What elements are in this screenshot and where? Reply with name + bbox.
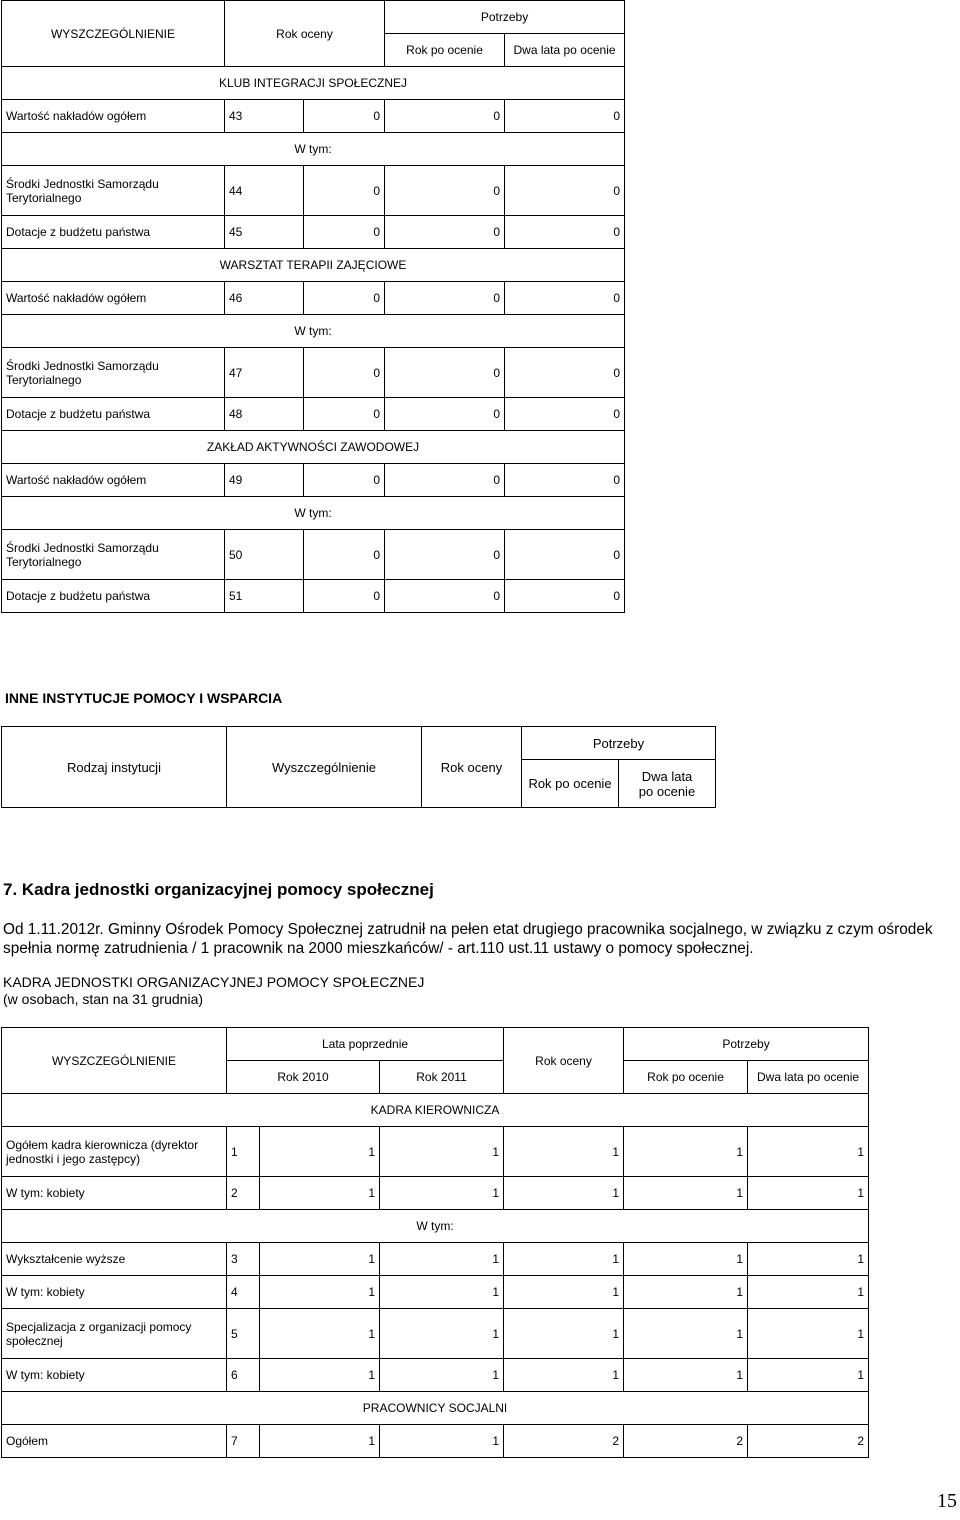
table-row: [2, 398, 625, 431]
section-title: WARSZTAT TERAPII ZAJĘCIOWE: [2, 249, 625, 282]
value-rok-po-ocenie: 0: [385, 282, 505, 315]
value-rok-2010: 1: [260, 1425, 380, 1458]
kadra-title: [3, 974, 424, 1008]
inne-table: [1, 726, 716, 808]
value-rok-po-ocenie: 1: [624, 1177, 748, 1210]
table-row: [2, 530, 625, 580]
value-rok-oceny: 1: [504, 1127, 624, 1177]
value-rok-po-ocenie: 1: [624, 1309, 748, 1359]
row-label: Wykształcenie wyższe: [2, 1243, 227, 1276]
table-row: [2, 1276, 869, 1309]
value-rok-po-ocenie: 0: [385, 464, 505, 497]
inne-heading: INNE INSTYTUCJE POMOCY I WSPARCIA: [5, 690, 283, 706]
row-number: 5: [227, 1309, 260, 1359]
value-rok-2011: 1: [380, 1127, 504, 1177]
value-dwa-lata: 0: [505, 398, 625, 431]
kadra-col-rok-oceny: Rok oceny: [504, 1028, 624, 1094]
row-label: Środki Jednostki Samorządu Terytorialnego: [2, 166, 225, 216]
table-row: [2, 166, 625, 216]
value-dwa-lata: 1: [748, 1243, 869, 1276]
col-header-dwa-lata: Dwa lata po ocenie: [505, 34, 625, 67]
value-dwa-lata: 0: [505, 282, 625, 315]
row-number: 2: [227, 1177, 260, 1210]
row-number: 3: [227, 1243, 260, 1276]
inne-dwa-lata-line1: Dwa lata: [641, 768, 693, 784]
subheader-w-tym: W tym:: [2, 133, 625, 166]
table-row: [2, 216, 625, 249]
value-rok-oceny: 1: [504, 1309, 624, 1359]
row-label: Wartość nakładów ogółem: [2, 282, 225, 315]
section-title: PRACOWNICY SOCJALNI: [2, 1392, 869, 1425]
value-rok-oceny: 1: [504, 1359, 624, 1392]
value-rok-po-ocenie: 1: [624, 1127, 748, 1177]
row-number: 50: [225, 530, 304, 580]
value-rok-oceny: 2: [504, 1425, 624, 1458]
value-dwa-lata: 1: [748, 1127, 869, 1177]
kadra-title-line1: KADRA JEDNOSTKI ORGANIZACYJNEJ POMOCY SPOŁECZNEJ: [3, 974, 425, 990]
table-row: [2, 1177, 869, 1210]
table-row: [2, 464, 625, 497]
table-row: [2, 580, 625, 613]
row-label: W tym: kobiety: [2, 1359, 227, 1392]
row-label: Środki Jednostki Samorządu Terytorialnego: [2, 348, 225, 398]
section-title: KLUB INTEGRACJI SPOŁECZNEJ: [2, 67, 625, 100]
row-number: 7: [227, 1425, 260, 1458]
value-dwa-lata: 0: [505, 530, 625, 580]
section7-paragraph: Od 1.11.2012r. Gminny Ośrodek Pomocy Społecznej zatrudnił na pełen etat drugiego pracownika socjalnego, w związku z czym ośrodek spełnia normę zatrudnienia / 1 pracownik na 2000 mieszkańców/ - art.110 ust.11 ustawy o pomocy społecznej.: [3, 921, 933, 957]
value-rok-po-ocenie: 0: [385, 216, 505, 249]
page-number: 15: [937, 1490, 957, 1512]
value-rok-po-ocenie: 1: [624, 1359, 748, 1392]
needs-table-1: [1, 0, 625, 613]
row-number: 49: [225, 464, 304, 497]
subheader-w-tym: W tym:: [2, 1210, 869, 1243]
kadra-col-rok-po-ocenie: Rok po ocenie: [624, 1061, 748, 1094]
row-number: 6: [227, 1359, 260, 1392]
col-header-potrzeby: Potrzeby: [385, 1, 625, 34]
value-rok-oceny: 0: [304, 530, 385, 580]
inne-col-rodzaj: Rodzaj instytucji: [2, 727, 227, 808]
value-rok-oceny: 0: [304, 398, 385, 431]
table-row: [2, 348, 625, 398]
value-dwa-lata: 1: [748, 1359, 869, 1392]
kadra-col-potrzeby: Potrzeby: [624, 1028, 869, 1061]
table-row: [2, 1359, 869, 1392]
inne-col-wyszczegolnienie: Wyszczególnienie: [227, 727, 422, 808]
inne-dwa-lata-line2: po ocenie: [638, 783, 696, 799]
value-rok-oceny: 1: [504, 1243, 624, 1276]
row-label: Specjalizacja z organizacji pomocy społecznej: [2, 1309, 227, 1359]
row-number: 45: [225, 216, 304, 249]
kadra-title-line2: (w osobach, stan na 31 grudnia): [3, 991, 204, 1007]
value-rok-po-ocenie: 1: [624, 1276, 748, 1309]
row-number: 43: [225, 100, 304, 133]
row-number: 47: [225, 348, 304, 398]
value-dwa-lata: 0: [505, 100, 625, 133]
value-rok-2011: 1: [380, 1177, 504, 1210]
kadra-col-rok-2010: Rok 2010: [227, 1061, 380, 1094]
inne-col-rok-po-ocenie: Rok po ocenie: [522, 760, 619, 808]
value-rok-oceny: 0: [304, 580, 385, 613]
section-title: KADRA KIEROWNICZA: [2, 1094, 869, 1127]
value-dwa-lata: 0: [505, 464, 625, 497]
inne-col-potrzeby: Potrzeby: [522, 727, 716, 760]
value-rok-po-ocenie: 2: [624, 1425, 748, 1458]
row-label: Wartość nakładów ogółem: [2, 464, 225, 497]
table-row: [2, 100, 625, 133]
row-number: 46: [225, 282, 304, 315]
value-rok-oceny: 0: [304, 464, 385, 497]
row-number: 1: [227, 1127, 260, 1177]
row-label: Dotacje z budżetu państwa: [2, 580, 225, 613]
section7-heading: 7. Kadra jednostki organizacyjnej pomocy społecznej: [3, 880, 434, 899]
section-title: ZAKŁAD AKTYWNOŚCI ZAWODOWEJ: [2, 431, 625, 464]
value-rok-2010: 1: [260, 1177, 380, 1210]
row-label: Ogółem: [2, 1425, 227, 1458]
value-dwa-lata: 1: [748, 1177, 869, 1210]
row-label: Wartość nakładów ogółem: [2, 100, 225, 133]
value-rok-2010: 1: [260, 1243, 380, 1276]
value-rok-oceny: 0: [304, 216, 385, 249]
row-number: 48: [225, 398, 304, 431]
value-dwa-lata: 2: [748, 1425, 869, 1458]
value-rok-oceny: 0: [304, 348, 385, 398]
row-number: 51: [225, 580, 304, 613]
value-rok-oceny: 0: [304, 166, 385, 216]
row-label: Dotacje z budżetu państwa: [2, 398, 225, 431]
table-row: [2, 1309, 869, 1359]
value-rok-2011: 1: [380, 1276, 504, 1309]
row-number: 44: [225, 166, 304, 216]
value-rok-oceny: 0: [304, 282, 385, 315]
value-dwa-lata: 1: [748, 1309, 869, 1359]
subheader-w-tym: W tym:: [2, 315, 625, 348]
inne-col-dwa-lata: [619, 760, 716, 808]
value-dwa-lata: 0: [505, 216, 625, 249]
value-dwa-lata: 1: [748, 1276, 869, 1309]
value-rok-2010: 1: [260, 1359, 380, 1392]
row-label: Ogółem kadra kierownicza (dyrektor jednostki i jego zastępcy): [2, 1127, 227, 1177]
value-rok-oceny: 0: [304, 100, 385, 133]
value-rok-2010: 1: [260, 1309, 380, 1359]
kadra-col-wyszczegolnienie: WYSZCZEGÓLNIENIE: [2, 1028, 227, 1094]
value-rok-po-ocenie: 0: [385, 348, 505, 398]
row-label: Dotacje z budżetu państwa: [2, 216, 225, 249]
value-rok-po-ocenie: 0: [385, 166, 505, 216]
value-rok-2011: 1: [380, 1359, 504, 1392]
value-rok-2010: 1: [260, 1276, 380, 1309]
row-label: W tym: kobiety: [2, 1177, 227, 1210]
table-row: [2, 282, 625, 315]
subheader-w-tym: W tym:: [2, 497, 625, 530]
row-label: W tym: kobiety: [2, 1276, 227, 1309]
value-dwa-lata: 0: [505, 348, 625, 398]
value-rok-po-ocenie: 1: [624, 1243, 748, 1276]
value-rok-2011: 1: [380, 1425, 504, 1458]
value-rok-po-ocenie: 0: [385, 580, 505, 613]
col-header-rok-oceny: Rok oceny: [225, 1, 385, 67]
col-header-rok-po-ocenie: Rok po ocenie: [385, 34, 505, 67]
value-rok-oceny: 1: [504, 1177, 624, 1210]
table-row: [2, 1425, 869, 1458]
kadra-table: [1, 1027, 869, 1458]
value-dwa-lata: 0: [505, 166, 625, 216]
inne-col-rok-oceny: Rok oceny: [422, 727, 522, 808]
value-rok-oceny: 1: [504, 1276, 624, 1309]
table-row: [2, 1243, 869, 1276]
kadra-col-dwa-lata: Dwa lata po ocenie: [748, 1061, 869, 1094]
value-rok-po-ocenie: 0: [385, 530, 505, 580]
value-rok-2010: 1: [260, 1127, 380, 1177]
value-dwa-lata: 0: [505, 580, 625, 613]
value-rok-2011: 1: [380, 1243, 504, 1276]
kadra-col-lata-poprzednie: Lata poprzednie: [227, 1028, 504, 1061]
col-header-wyszczegolnienie: WYSZCZEGÓLNIENIE: [2, 1, 225, 67]
value-rok-2011: 1: [380, 1309, 504, 1359]
row-label: Środki Jednostki Samorządu Terytorialnego: [2, 530, 225, 580]
value-rok-po-ocenie: 0: [385, 100, 505, 133]
row-number: 4: [227, 1276, 260, 1309]
table-row: [2, 1127, 869, 1177]
kadra-col-rok-2011: Rok 2011: [380, 1061, 504, 1094]
value-rok-po-ocenie: 0: [385, 398, 505, 431]
